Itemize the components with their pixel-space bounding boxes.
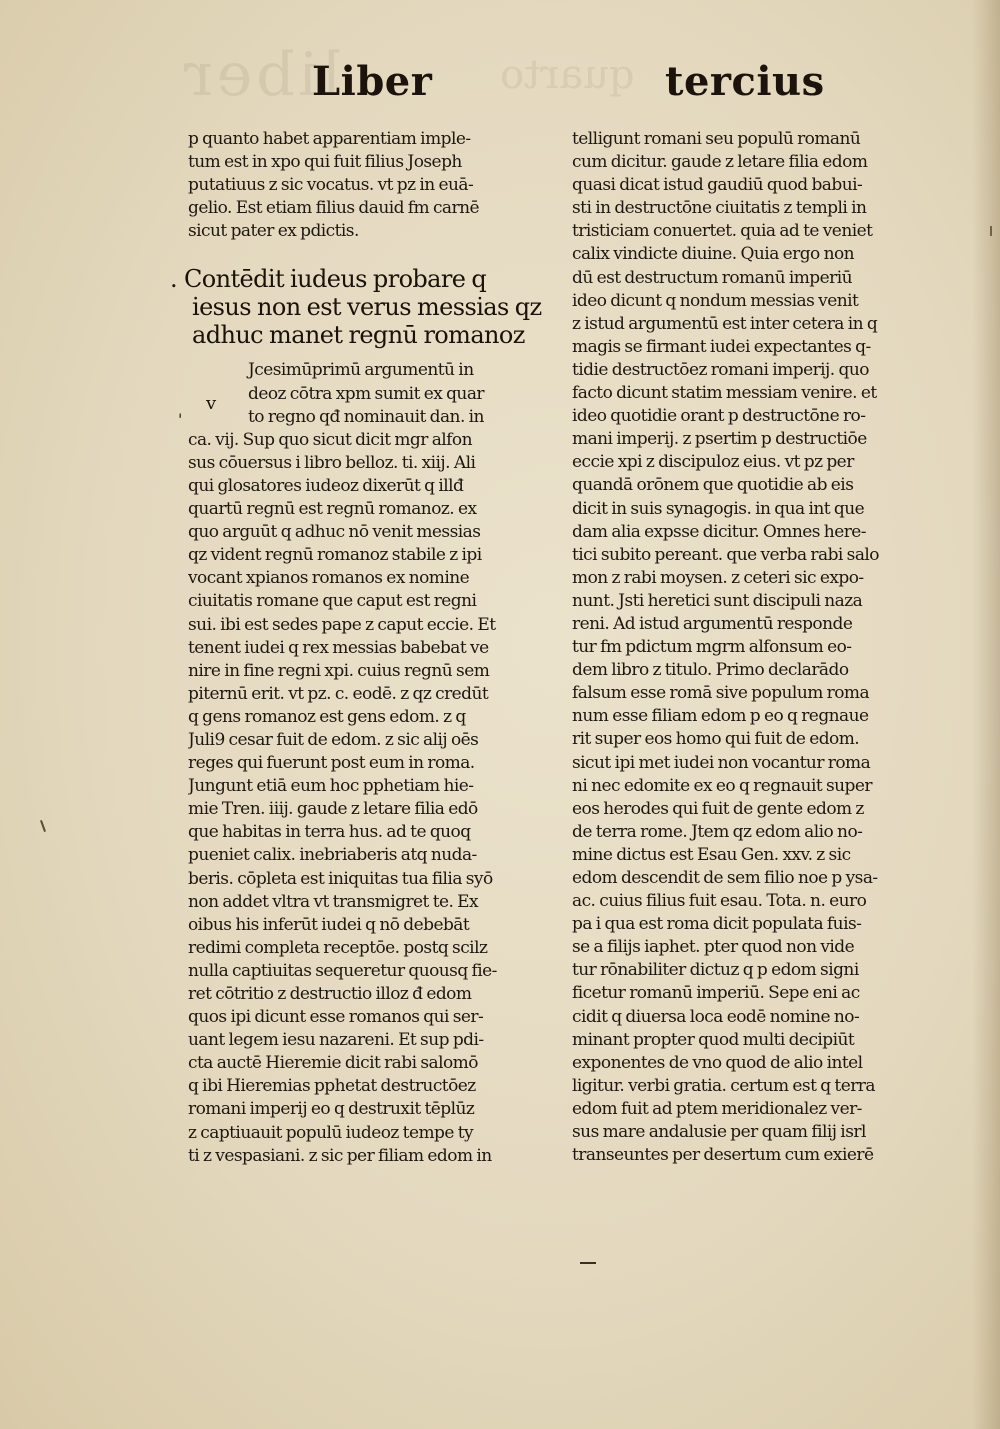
- text-line: dam alia expsse dicitur. Omnes here-: [572, 521, 866, 542]
- heading-line: iesus non est verus messias qz: [192, 293, 542, 322]
- text-line: exponentes de vno quod de alio intel: [572, 1052, 863, 1073]
- text-line: sicut ipi met iudei non vocantur roma: [572, 752, 871, 773]
- text-line: rit super eos homo qui fuit de edom.: [572, 729, 860, 750]
- text-line: quo arguūt q adhuc nō venit messias: [188, 522, 481, 543]
- text-line: quartū regnū est regnū romanoz. ex: [188, 499, 477, 520]
- text-line: romani imperij eo q destruxit tēplūz: [188, 1099, 475, 1120]
- text-line: non addet vltra vt transmigret te. Ex: [188, 891, 479, 912]
- text-line: putatiuus z sic vocatus. vt pz in euā-: [188, 175, 474, 196]
- text-line: cta auctē Hieremie dicit rabi salomō: [188, 1053, 478, 1074]
- text-line: de terra rome. Jtem qz edom alio no-: [572, 821, 863, 842]
- text-line: nire in fine regni xpi. cuius regnū sem: [188, 660, 490, 681]
- text-line: reni. Ad istud argumentū responde: [572, 613, 853, 634]
- text-line: tur rōnabiliter dictuz q p edom signi: [572, 960, 859, 981]
- text-line: edom descendit de sem filio noe p ysa-: [572, 868, 878, 888]
- text-line: nulla captiuitas sequeretur quousq fie-: [188, 960, 497, 981]
- text-line: pueniet calix. inebriaberis atq nuda-: [188, 845, 477, 866]
- text-line: telligunt romani seu populū romanū: [572, 129, 861, 149]
- text-line: ti z vespasiani. z sic per filiam edom in: [188, 1145, 492, 1166]
- show-through-text: liber: [180, 40, 341, 110]
- text-line: falsum esse romā sive populum roma: [572, 683, 870, 704]
- text-line: z istud argumentū est inter cetera in q: [572, 313, 878, 334]
- text-line: cum dicitur. gaude z letare filia edom: [572, 152, 868, 173]
- intro-paragraph: [188, 128, 553, 243]
- text-line: ca. vij. Sup quo sicut dicit mgr alfon: [188, 429, 472, 450]
- section-heading: [170, 265, 553, 350]
- text-line: eccie xpi z discipuloz eius. vt pz per: [572, 452, 854, 473]
- initial-guide-letter: v: [206, 393, 217, 415]
- text-line: ni nec edomite ex eo q regnauit super: [572, 775, 872, 796]
- text-line: to regno qđ nominauit dan. in: [248, 406, 484, 427]
- text-line: sicut pater ex pdictis.: [188, 221, 359, 242]
- text-line: gelio. Est etiam filius dauid fm carnē: [188, 198, 479, 219]
- text-line: ciuitatis romane que caput est regni: [188, 591, 477, 612]
- text-line: qz vident regnū romanoz stabile z ipi: [188, 545, 482, 566]
- text-line: q ibi Hieremias pphetat destructōez: [188, 1076, 476, 1097]
- text-line: ret cōtritio z destructio illoz đ edom: [188, 984, 472, 1004]
- text-line: mine dictus est Esau Gen. xxv. z sic: [572, 844, 851, 865]
- text-line: facto dicunt statim messiam venire. et: [572, 383, 877, 404]
- text-line: qui glosatores iudeoz dixerūt q illđ: [188, 475, 464, 496]
- body-paragraph: [188, 359, 553, 1167]
- text-line: pa i qua est roma dicit populata fuis-: [572, 914, 862, 935]
- text-line: eos herodes qui fuit de gente edom z: [572, 798, 864, 819]
- text-line: uant legem iesu nazareni. Et sup pdi-: [188, 1030, 484, 1051]
- text-line: dem libro z titulo. Primo declarādo: [572, 660, 849, 681]
- page-edge-mark-right: [990, 226, 992, 236]
- text-line: dū est destructum romanū imperiū: [572, 267, 852, 288]
- text-line: redimi completa receptōe. postq scilz: [188, 937, 488, 958]
- text-line: z captiuauit populū iudeoz tempe ty: [188, 1122, 474, 1143]
- text-line: quos ipi dicunt esse romanos qui ser-: [188, 1007, 484, 1028]
- text-line: sus mare andalusie per quam filij isrl: [572, 1122, 866, 1143]
- text-line: se a filijs iaphet. pter quod non vide: [572, 937, 855, 958]
- text-line: oibus his inferūt iudei q nō debebāt: [188, 914, 470, 935]
- text-line: vocant xpianos romanos ex nomine: [188, 568, 470, 589]
- text-line: magis se firmant iudei expectantes q-: [572, 336, 871, 357]
- text-line: ideo dicunt q nondum messias venit: [572, 290, 859, 311]
- text-line: dicit in suis synagogis. in qua int que: [572, 498, 865, 519]
- text-line: num esse filiam edom p eo q regnaue: [572, 706, 869, 727]
- text-line: p quanto habet apparentiam imple-: [188, 129, 471, 149]
- text-line: piternū erit. vt pz. c. eodē. z qz credūt: [188, 683, 489, 704]
- text-line: ficetur romanū imperiū. Sepe eni ac: [572, 983, 860, 1004]
- text-line: beris. cōpleta est iniquitas tua filia syō: [188, 868, 493, 889]
- text-line: quandā orōnem que quotidie ab eis: [572, 475, 854, 496]
- text-line: sus cōuersus i libro belloz. ti. xiij. Ali: [188, 452, 476, 473]
- text-line: mie Tren. iiij. gaude z letare filia edō: [188, 799, 478, 820]
- text-line: transeuntes per desertum cum exierē: [572, 1145, 874, 1166]
- heading-line-text: Contēdit iudeus probare q: [184, 265, 487, 294]
- text-line: q gens romanoz est gens edom. z q: [188, 706, 466, 727]
- right-text-column: [572, 128, 937, 1167]
- text-line: tenent iudei q rex messias babebat ve: [188, 637, 489, 658]
- text-line: calix vindicte diuine. Quia ergo non: [572, 244, 855, 265]
- text-line: que habitas in terra hus. ad te quoq: [188, 822, 471, 843]
- text-line: nunt. Jsti heretici sunt discipuli naza: [572, 590, 863, 611]
- heading-line: adhuc manet regnū romanoz: [192, 321, 525, 350]
- text-line: Jcesimūprimū argumentū in: [248, 360, 474, 381]
- text-line: Juli9 cesar fuit de edom. z sic alij oēs: [188, 729, 479, 750]
- page-edge-mark: [40, 820, 46, 832]
- text-line: ligitur. verbi gratia. certum est q terra: [572, 1075, 875, 1096]
- text-line: minant propter quod multi decipiūt: [572, 1029, 855, 1050]
- text-line: tristiciam conuertet. quia ad te veniet: [572, 221, 873, 242]
- text-line: mon z rabi moysen. z ceteri sic expo-: [572, 567, 864, 588]
- text-line: deoz cōtra xpm sumit ex quar: [248, 383, 484, 404]
- text-line: quasi dicat istud gaudiū quod babui-: [572, 175, 863, 196]
- text-line: cidit q diuersa loca eodē nomine no-: [572, 1006, 860, 1027]
- paragraph-mark: .: [170, 265, 178, 294]
- catchword-dash: [580, 1262, 596, 1264]
- text-line: tur fm pdictum mgrm alfonsum eo-: [572, 637, 852, 658]
- margin-side-mark: ': [178, 410, 183, 429]
- text-line: sui. ibi est sedes pape z caput eccie. Et: [188, 614, 496, 635]
- text-line: reges qui fuerunt post eum in roma.: [188, 753, 475, 774]
- text-line: edom fuit ad ptem meridionalez ver-: [572, 1098, 862, 1119]
- text-line: Jungunt etiā eum hoc pphetiam hie-: [188, 776, 474, 797]
- running-head-left: Liber: [312, 58, 433, 105]
- text-line: tidie destructōez romani imperij. quo: [572, 359, 869, 380]
- left-text-column: [170, 128, 553, 1168]
- text-line: tici subito pereant. que verba rabi salo: [572, 544, 879, 565]
- text-line: mani imperij. z psertim p destructiōe: [572, 429, 867, 450]
- show-through-text-2: quarto: [500, 52, 635, 98]
- text-line: ideo quotidie orant p destructōne ro-: [572, 406, 866, 427]
- text-line: ac. cuius filius fuit esau. Tota. n. euro: [572, 891, 867, 912]
- running-head-right: tercius: [665, 58, 825, 105]
- heading-line: [170, 265, 553, 294]
- text-line: sti in destructōne ciuitatis z templi in: [572, 198, 867, 219]
- text-line: tum est in xpo qui fuit filius Joseph: [188, 152, 462, 173]
